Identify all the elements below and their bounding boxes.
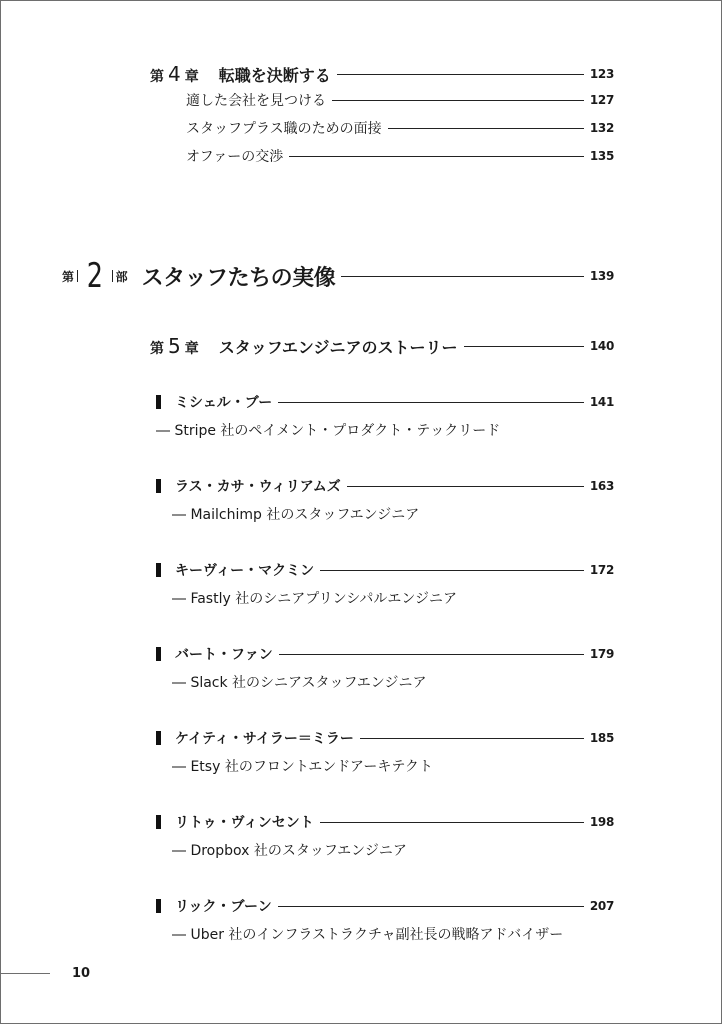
part-suffix: 部 (115, 269, 128, 284)
leader-line (278, 906, 584, 907)
toc-section[interactable] (186, 90, 614, 110)
page-number: 140 (589, 339, 614, 353)
chapter-label (150, 62, 199, 86)
chapter-prefix: 第 (150, 69, 164, 85)
leader-line (332, 100, 584, 101)
page-number: 123 (589, 67, 614, 81)
leader-line (341, 276, 584, 277)
leader-line (320, 822, 584, 823)
toc-section[interactable] (186, 118, 614, 138)
bullet-marker-icon (156, 563, 161, 577)
story-name: リトゥ・ヴィンセント (175, 815, 314, 831)
story-subtitle: ― Mailchimp 社のスタッフエンジニア (172, 507, 420, 523)
page-number: 185 (589, 731, 614, 745)
story-name: ミシェル・ブー (175, 395, 273, 411)
toc-section[interactable] (186, 146, 614, 166)
divider (77, 270, 78, 282)
page-number: 127 (589, 93, 614, 107)
page-number: 163 (589, 479, 614, 493)
page-number: 135 (589, 149, 614, 163)
chapter-suffix: 章 (184, 69, 199, 85)
chapter-label (150, 334, 199, 358)
leader-line (279, 654, 584, 655)
story-subtitle: ― Uber 社のインフラストラクチャ副社長の戦略アドバイザー (172, 927, 564, 943)
leader-line (289, 156, 584, 157)
toc-story[interactable] (156, 392, 614, 412)
story-subtitle: ― Slack 社のシニアスタッフエンジニア (172, 675, 427, 691)
story-subtitle: ― Fastly 社のシニアプリンシパルエンジニア (172, 591, 457, 607)
part-title: スタッフたちの実像 (141, 265, 336, 291)
chapter-title: 転職を決断する (218, 65, 331, 85)
leader-line (337, 74, 584, 75)
chapter-number: 4 (168, 62, 181, 86)
page-number: 198 (589, 815, 614, 829)
bullet-marker-icon (156, 395, 161, 409)
bullet-marker-icon (156, 815, 161, 829)
chapter-prefix: 第 (150, 341, 164, 357)
chapter-suffix: 章 (184, 341, 199, 357)
leader-line (388, 128, 584, 129)
leader-line (320, 570, 584, 571)
toc-chapter-5[interactable] (150, 334, 614, 358)
toc-chapter-4[interactable] (150, 62, 614, 86)
toc-story[interactable] (156, 560, 614, 580)
toc-part-2[interactable] (62, 258, 614, 294)
section-title: オファーの交渉 (186, 149, 284, 165)
story-subtitle: ― Dropbox 社のスタッフエンジニア (172, 843, 407, 859)
part-label (62, 256, 128, 296)
leader-line (360, 738, 584, 739)
page-number: 141 (589, 395, 614, 409)
page-number: 207 (589, 899, 614, 913)
part-prefix: 第 (62, 269, 75, 284)
toc-story[interactable] (156, 644, 614, 664)
story-name: バート・ファン (175, 647, 273, 663)
leader-line (278, 402, 584, 403)
story-name: ラス・カサ・ウィリアムズ (175, 479, 341, 495)
story-name: リック・ブーン (175, 899, 272, 915)
page-number: 172 (589, 563, 614, 577)
page-number: 132 (589, 121, 614, 135)
divider (112, 270, 113, 282)
story-name: ケイティ・サイラー＝ミラー (175, 731, 354, 747)
chapter-number: 5 (168, 334, 181, 358)
story-name: キーヴィー・マクミン (175, 563, 315, 579)
bullet-marker-icon (156, 479, 161, 493)
chapter-title: スタッフエンジニアのストーリー (218, 337, 458, 357)
section-title: 適した会社を見つける (186, 93, 326, 109)
bullet-marker-icon (156, 899, 161, 913)
toc-story[interactable] (156, 812, 614, 832)
folio-page-number: 10 (72, 966, 91, 981)
leader-line (347, 486, 584, 487)
folio-rule (0, 973, 50, 974)
bullet-marker-icon (156, 731, 161, 745)
section-title: スタッフプラス職のための面接 (186, 121, 382, 137)
toc-story[interactable] (156, 896, 614, 916)
bullet-marker-icon (156, 647, 161, 661)
part-number: 2 (86, 256, 103, 296)
page-number: 139 (589, 269, 614, 283)
story-subtitle: ― Stripe 社のペイメント・プロダクト・テックリード (156, 423, 501, 439)
toc-story[interactable] (156, 728, 614, 748)
story-subtitle: ― Etsy 社のフロントエンドアーキテクト (172, 759, 433, 775)
toc-story[interactable] (156, 476, 614, 496)
leader-line (464, 346, 584, 347)
page-number: 179 (589, 647, 614, 661)
